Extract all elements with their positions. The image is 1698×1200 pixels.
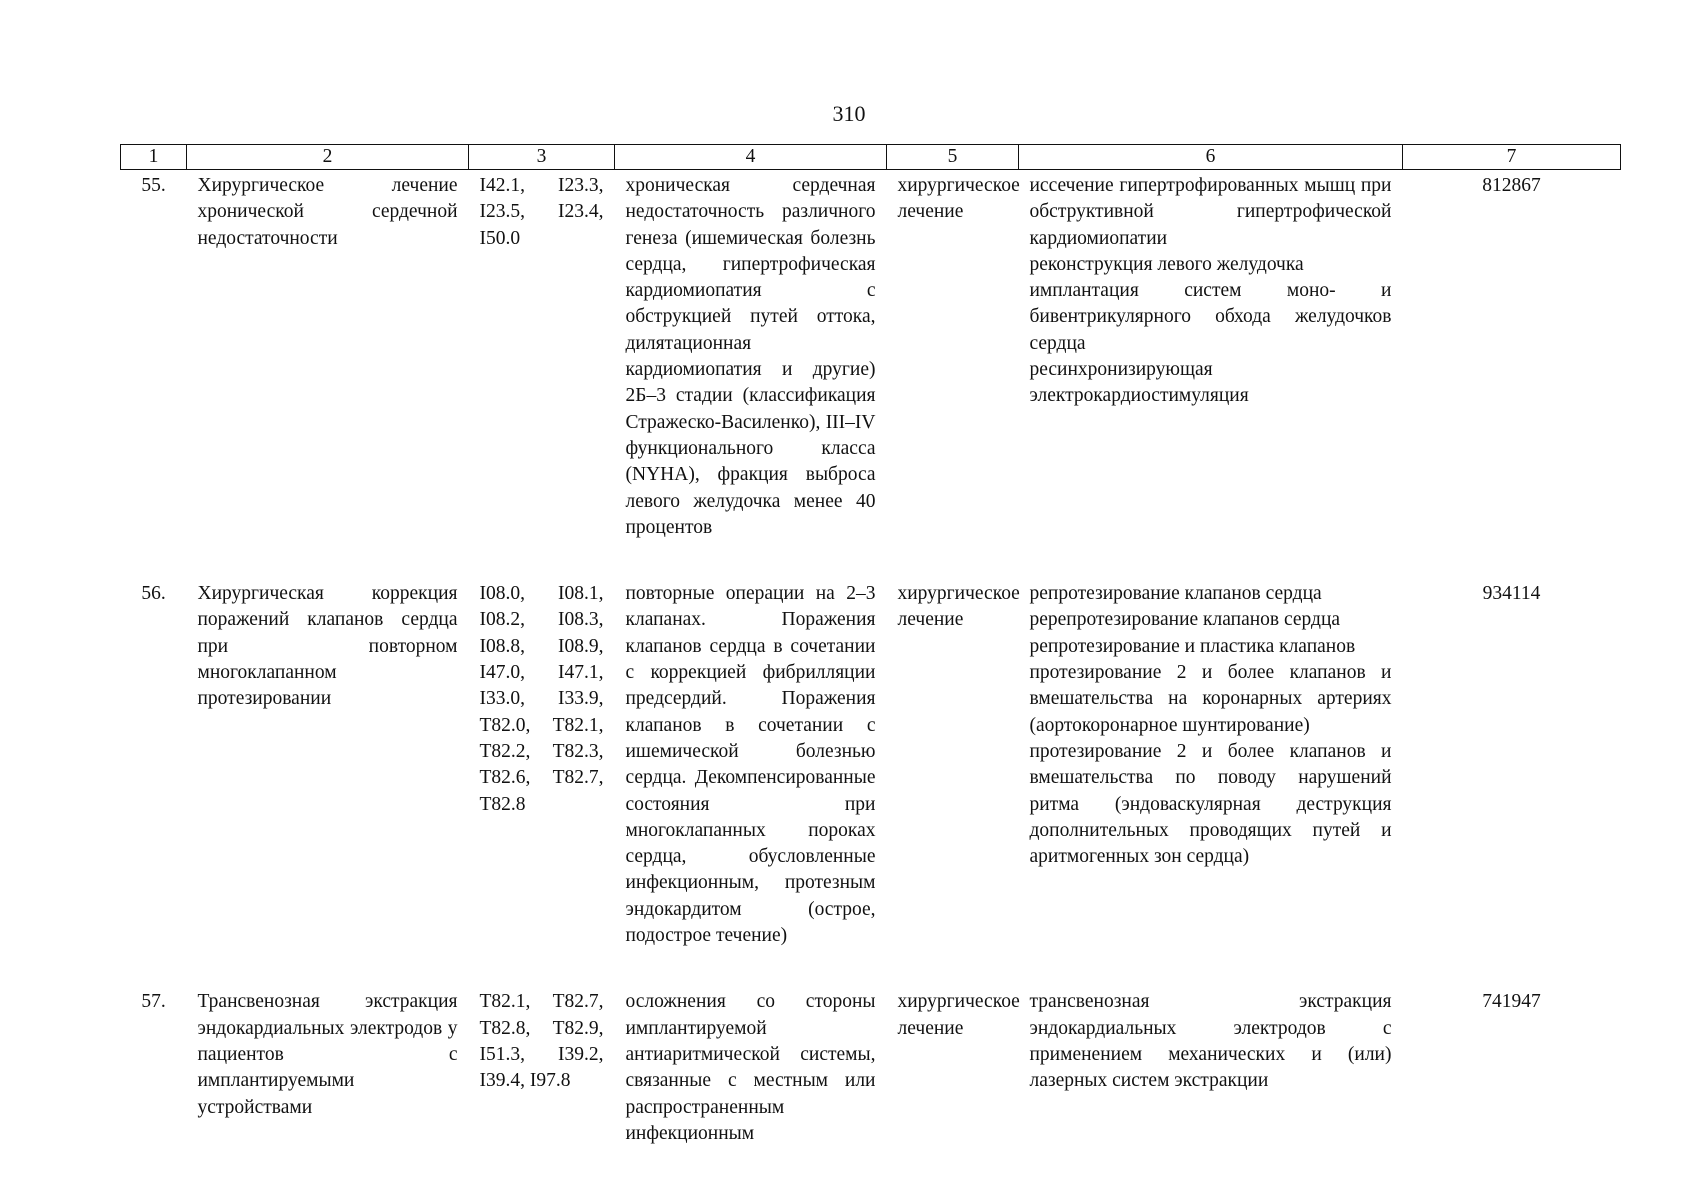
icd-code: I50.0 (479, 227, 521, 249)
treatment-method: ререпротезирование клапанов сердца (1029, 609, 1341, 631)
column-header: 4 (615, 145, 887, 170)
icd-code: T82.8, (479, 1017, 531, 1039)
icd-code: T82.8 (479, 793, 526, 815)
icd-code: I47.1, (558, 662, 604, 684)
table-row (121, 949, 1621, 1147)
icd-code: I51.3, (479, 1043, 525, 1065)
row-number: 56. (141, 583, 166, 605)
treatment-method: ресинхронизирующая электрокардиостимуляция (1029, 359, 1249, 407)
icd-code: T82.1, (479, 991, 531, 1013)
icd-code: I42.1, (479, 175, 525, 196)
treatment-methods (1019, 541, 1403, 949)
patient-model: осложнения со стороны имплантируемой антиаритмической системы, связанные с местным или распространенным инфекционным (625, 991, 876, 1144)
column-number-row (121, 145, 1621, 170)
icd-code: T82.2, (479, 740, 531, 762)
icd-code: I39.4, I97.8 (479, 1070, 571, 1092)
treatment-methods (1019, 170, 1403, 542)
icd-code: I08.8, (479, 635, 525, 657)
treatment-method: трансвенозная экстракция эндокардиальных электродов с применением механических и (или) лазерных систем экстракции (1029, 991, 1392, 1092)
icd-code: I47.0, (479, 662, 525, 684)
icd-code: I08.2, (479, 609, 525, 631)
financial-norm: 934114 (1482, 583, 1541, 605)
icd-code: I08.0, (479, 583, 525, 605)
icd-code: I33.9, (558, 688, 604, 710)
treatment-type: хирургическое лечение (897, 991, 1020, 1039)
row-number: 55. (141, 175, 166, 196)
icd-code: I23.5, (479, 201, 525, 223)
treatment-methods (1019, 949, 1403, 1147)
icd-codes (469, 949, 615, 1147)
icd-code: T82.6, (479, 767, 531, 789)
icd-code: T82.3, (552, 740, 604, 762)
treatment-type: хирургическое лечение (897, 583, 1020, 631)
icd-code: I08.3, (558, 609, 604, 631)
column-header: 3 (469, 145, 615, 170)
treatment-method: репротезирование клапанов сердца (1029, 583, 1322, 605)
treatment-method: имплантация систем моно- и бивентрикулярного обхода желудочков сердца (1029, 280, 1392, 354)
treatment-method: протезирование 2 и более клапанов и вмешательства по поводу нарушений ритма (эндоваскулярная деструкция дополнительных проводящих путей и аритмогенных зон сердца) (1029, 740, 1392, 868)
icd-code: T82.1, (552, 714, 604, 736)
icd-codes (469, 541, 615, 949)
icd-code: I08.9, (558, 635, 604, 657)
financial-norm: 812867 (1482, 175, 1541, 196)
treatment-type: хирургическое лечение (897, 175, 1020, 223)
patient-model: хроническая сердечная недостаточность различного генеза (ишемическая болезнь сердца, гипертрофическая кардиомиопатия с обструкцией путей оттока, дилятационная кардиомиопатия и другие) 2Б–3 стадии (классификация Стражеско-Василенко), III–IV функционального класса (NYHA), фракция выброса левого желудочка менее 40 процентов (625, 175, 876, 538)
icd-code: I08.1, (558, 583, 604, 605)
icd-code: T82.7, (552, 767, 604, 789)
row-name: Хирургическая коррекция поражений клапанов сердца при повторном многоклапанном протезировании (197, 583, 458, 710)
column-header: 7 (1403, 145, 1621, 170)
icd-code: I33.0, (479, 688, 525, 710)
icd-code: I23.4, (558, 201, 604, 223)
row-number: 57. (141, 991, 166, 1013)
treatment-method: реконструкция левого желудочка (1029, 253, 1304, 275)
financial-norm: 741947 (1482, 991, 1541, 1013)
patient-model: повторные операции на 2–3 клапанах. Поражения клапанов сердца в сочетании с коррекцией фибрилляции предсердий. Поражения клапанов в сочетании с ишемической болезнью сердца. Декомпенсированные состояния при многоклапанных пороках сердца, обусловленные инфекционным, протезным эндокардитом (острое, подострое течение) (625, 583, 876, 947)
treatment-table (120, 144, 1621, 1147)
treatment-method: протезирование 2 и более клапанов и вмешательства на коронарных артериях (аортокоронарное шунтирование) (1029, 662, 1392, 736)
icd-code: T82.7, (552, 991, 604, 1013)
icd-codes (469, 170, 615, 542)
column-header: 5 (887, 145, 1019, 170)
icd-code: T82.0, (479, 714, 531, 736)
treatment-method: иссечение гипертрофированных мышц при обструктивной гипертрофической кардиомиопатии (1029, 175, 1392, 249)
treatment-method: репротезирование и пластика клапанов (1029, 635, 1356, 657)
icd-code: I23.3, (558, 175, 604, 196)
table-row (121, 170, 1621, 542)
icd-code: I39.2, (558, 1043, 604, 1065)
page-number: 310 (832, 101, 866, 126)
icd-code: T82.9, (552, 1017, 604, 1039)
table-row (121, 541, 1621, 949)
row-name: Трансвенозная экстракция эндокардиальных электродов у пациентов с имплантируемыми устройствами (197, 991, 458, 1118)
column-header: 1 (121, 145, 187, 170)
column-header: 6 (1019, 145, 1403, 170)
column-header: 2 (187, 145, 469, 170)
row-name: Хирургическое лечение хронической сердечной недостаточности (197, 175, 458, 249)
